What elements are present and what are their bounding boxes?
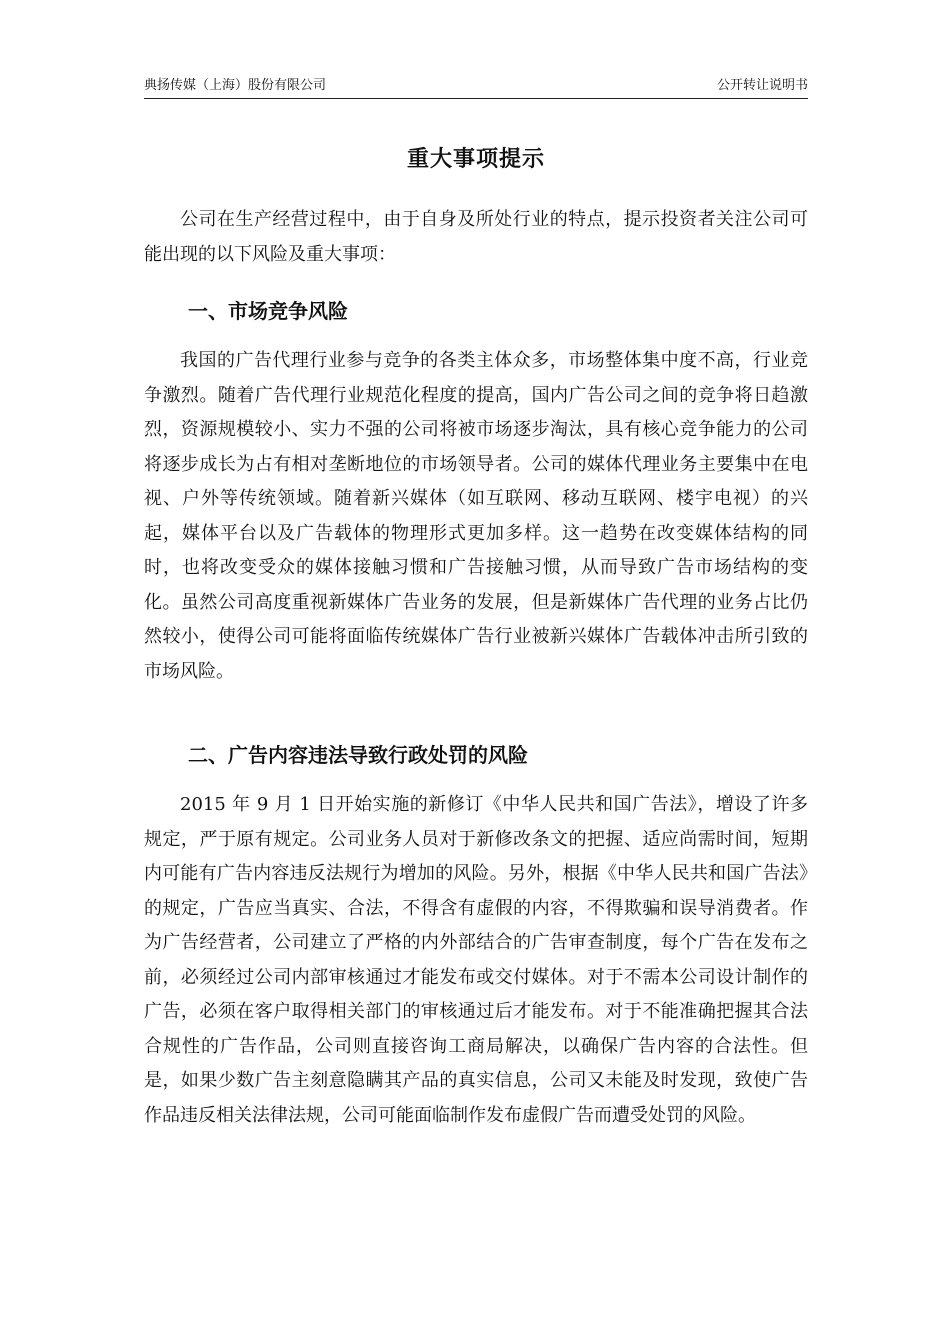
document-title: 重大事项提示: [406, 147, 545, 172]
header-document-type: 公开转让说明书: [716, 78, 808, 93]
section-body-advertising-violation: 2015 年 9 月 1 日开始实施的新修订《中华人民共和国广告法》，增设了许多规定，严于原有规定。公司业务人员对于新修改条文的把握、适应尚需时间，短期内可能有广告内容违反法规行为增加的风险。另外，根据《中华人民共和国广告法》的规定，广告应当真实、合法，不得含有虚假的内容，不得欺骗和误导消费者。作为广告经营者，公司建立了严格的内外部结合的广告审查制度，每个广告在发布之前，必须经过公司内部审核通过才能发布或交付媒体。对于不需本公司设计制作的广告，必须在客户取得相关部门的审核通过后才能发布。对于不能准确把握其合法合规性的广告作品，公司则直接咨询工商局解决，以确保广告内容的合法性。但是，如果少数广告主刻意隐瞒其产品的真实信息，公司又未能及时发现，致使广告作品违反相关法律法规，公司可能面临制作发布虚假广告而遭受处罚的风险。: [144, 794, 808, 1126]
intro-paragraph: 公司在生产经营过程中，由于自身及所处行业的特点，提示投资者关注公司可能出现的以下风险及重大事项：: [144, 209, 808, 265]
section-heading-market-competition: 一、市场竞争风险: [188, 299, 348, 323]
page-header: [144, 76, 808, 99]
header-company-name: 典扬传媒（上海）股份有限公司: [144, 78, 327, 93]
section-heading-advertising-violation: 二、广告内容违法导致行政处罚的风险: [188, 743, 528, 767]
section-body-market-competition: 我国的广告代理行业参与竞争的各类主体众多，市场整体集中度不高，行业竞争激烈。随着广告代理行业规范化程度的提高，国内广告公司之间的竞争将日趋激烈，资源规模较小、实力不强的公司将被市场逐步淘汰，具有核心竞争能力的公司将逐步成长为占有相对垄断地位的市场领导者。公司的媒体代理业务主要集中在电视、户外等传统领域。随着新兴媒体（如互联网、移动互联网、楼宇电视）的兴起，媒体平台以及广告载体的物理形式更加多样。这一趋势在改变媒体结构的同时，也将改变受众的媒体接触习惯和广告接触习惯，从而导致广告市场结构的变化。虽然公司高度重视新媒体广告业务的发展，但是新媒体广告代理的业务占比仍然较小，使得公司可能将面临传统媒体广告行业被新兴媒体广告载体冲击所引致的市场风险。: [144, 350, 808, 682]
